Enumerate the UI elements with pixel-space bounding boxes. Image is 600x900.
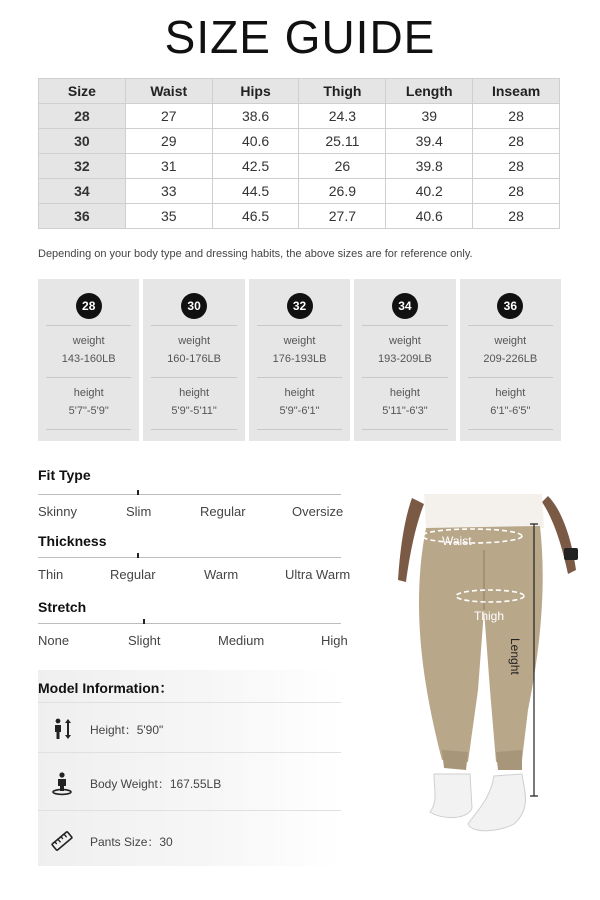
fit-option-skinny: Skinny <box>38 504 78 519</box>
cell-length: 39.4 <box>386 129 473 154</box>
cell-thigh: 27.7 <box>299 204 386 229</box>
height-label: height <box>284 387 315 399</box>
cell-hips: 46.5 <box>212 204 299 229</box>
model-body-weight: Body Weight：167.55LB <box>90 777 222 791</box>
weight-value: 143-160LB <box>61 353 116 365</box>
height-value: 5'7"-5'9" <box>68 405 109 417</box>
thickness-option-regular: Regular <box>110 567 156 582</box>
thickness-scale <box>38 557 341 558</box>
model-pants-size: Pants Size：30 <box>90 835 173 849</box>
ruler-icon <box>50 829 74 853</box>
cell-length: 40.6 <box>386 204 473 229</box>
cell-hips: 40.6 <box>212 129 299 154</box>
divider <box>46 429 131 430</box>
cell-length: 39.8 <box>386 154 473 179</box>
height-value: 6'1"-6'5" <box>490 405 531 417</box>
weight-label: weight <box>494 335 527 347</box>
page-title: SIZE GUIDE <box>164 11 436 63</box>
model-info-title: Model Information： <box>38 680 174 696</box>
stretch-option-none: None <box>38 633 70 648</box>
stretch-option-slight: Slight <box>128 633 161 648</box>
divider <box>151 377 236 378</box>
reference-note: Depending on your body type and dressing habits, the above sizes are for reference only. <box>38 248 473 260</box>
model-pants-row <box>38 810 341 866</box>
divider <box>362 377 447 378</box>
table-row <box>39 154 560 179</box>
model-information <box>38 670 341 866</box>
cell-waist: 29 <box>125 129 212 154</box>
height-value: 5'9"-5'11" <box>171 405 217 417</box>
thickness-option-thin: Thin <box>38 567 64 582</box>
weight-value: 176-193LB <box>272 353 327 365</box>
thickness-label: Thickness <box>38 533 107 549</box>
table-row <box>39 204 560 229</box>
fit-option-regular: Regular <box>200 504 246 519</box>
thickness-marker <box>137 553 139 558</box>
weight-value: 193-209LB <box>378 353 432 365</box>
divider <box>468 377 553 378</box>
thickness-options <box>38 567 351 583</box>
size-badge: 30 <box>181 293 207 319</box>
pants-illustration <box>372 490 600 870</box>
fit-type-scale <box>38 494 341 495</box>
cell-inseam: 28 <box>473 204 560 229</box>
stretch-marker <box>143 619 145 624</box>
length-label: Lenght <box>508 638 522 675</box>
cell-hips: 38.6 <box>212 104 299 129</box>
weight-value: 160-176LB <box>167 353 222 365</box>
pants-shape <box>419 526 543 762</box>
header-inseam: Inseam <box>473 79 560 104</box>
cell-thigh: 24.3 <box>299 104 386 129</box>
divider <box>257 429 342 430</box>
stretch-option-high: High <box>321 633 348 648</box>
stretch-label: Stretch <box>38 599 87 615</box>
table-row <box>39 129 560 154</box>
weight-value: 209-226LB <box>483 353 538 365</box>
divider <box>151 429 236 430</box>
cell-length: 39 <box>386 104 473 129</box>
cell-inseam: 28 <box>473 104 560 129</box>
height-label: height <box>389 387 420 399</box>
height-label: height <box>495 387 526 399</box>
divider <box>46 377 131 378</box>
cell-size: 32 <box>39 154 126 179</box>
cell-inseam: 28 <box>473 179 560 204</box>
stretch-option-medium: Medium <box>218 633 265 648</box>
cell-waist: 27 <box>125 104 212 129</box>
divider <box>257 377 342 378</box>
body-weight-icon <box>50 771 74 795</box>
table-row <box>39 104 560 129</box>
thigh-label: Thigh <box>474 609 505 623</box>
size-badge: 32 <box>287 293 313 319</box>
divider <box>468 325 553 326</box>
divider <box>362 429 447 430</box>
cell-size: 30 <box>39 129 126 154</box>
stretch-options <box>38 633 348 649</box>
cell-inseam: 28 <box>473 129 560 154</box>
divider <box>46 325 131 326</box>
size-badge: 36 <box>497 293 523 319</box>
table-row <box>39 179 560 204</box>
model-photo <box>372 490 600 870</box>
thickness-option-ultra-warm: Ultra Warm <box>285 567 351 582</box>
cell-size: 28 <box>39 104 126 129</box>
model-weight-row <box>38 752 341 810</box>
model-height-row <box>38 702 341 752</box>
cell-waist: 31 <box>125 154 212 179</box>
cell-waist: 33 <box>125 179 212 204</box>
fit-type-label: Fit Type <box>38 467 91 483</box>
weight-label: weight <box>72 335 105 347</box>
size-card <box>460 279 561 441</box>
table-header-row <box>39 79 560 104</box>
fit-option-oversize: Oversize <box>292 504 344 519</box>
height-label: height <box>179 387 210 399</box>
cell-hips: 44.5 <box>212 179 299 204</box>
height-label: height <box>73 387 104 399</box>
thickness-option-warm: Warm <box>204 567 239 582</box>
divider <box>468 429 553 430</box>
height-value: 5'11"-6'3" <box>382 405 428 417</box>
size-chart-table <box>38 78 560 229</box>
header-size: Size <box>39 79 126 104</box>
cell-thigh: 26.9 <box>299 179 386 204</box>
weight-label: weight <box>178 335 210 347</box>
divider <box>362 325 447 326</box>
size-badge: 34 <box>392 293 418 319</box>
model-height: Height：5'90" <box>90 723 164 737</box>
cell-waist: 35 <box>125 204 212 229</box>
cell-hips: 42.5 <box>212 154 299 179</box>
size-card <box>354 279 455 441</box>
cell-thigh: 26 <box>299 154 386 179</box>
fit-type-options <box>38 504 344 520</box>
height-value: 5'9"-6'1" <box>279 405 320 417</box>
header-thigh: Thigh <box>299 79 386 104</box>
size-card <box>38 279 139 441</box>
size-badge: 28 <box>76 293 102 319</box>
weight-label: weight <box>283 335 316 347</box>
height-icon <box>50 717 74 741</box>
cell-thigh: 25.11 <box>299 129 386 154</box>
cell-inseam: 28 <box>473 154 560 179</box>
divider <box>257 325 342 326</box>
header-hips: Hips <box>212 79 299 104</box>
weight-label: weight <box>389 335 421 347</box>
size-card <box>143 279 244 441</box>
header-waist: Waist <box>125 79 212 104</box>
stretch-scale <box>38 623 341 624</box>
cell-size: 34 <box>39 179 126 204</box>
divider <box>151 325 236 326</box>
size-cards <box>38 279 561 441</box>
cell-length: 40.2 <box>386 179 473 204</box>
waist-label: Waist <box>442 534 472 548</box>
cell-size: 36 <box>39 204 126 229</box>
size-card <box>249 279 350 441</box>
fit-type-marker <box>137 490 139 495</box>
header-length: Length <box>386 79 473 104</box>
fit-option-slim: Slim <box>126 504 152 519</box>
